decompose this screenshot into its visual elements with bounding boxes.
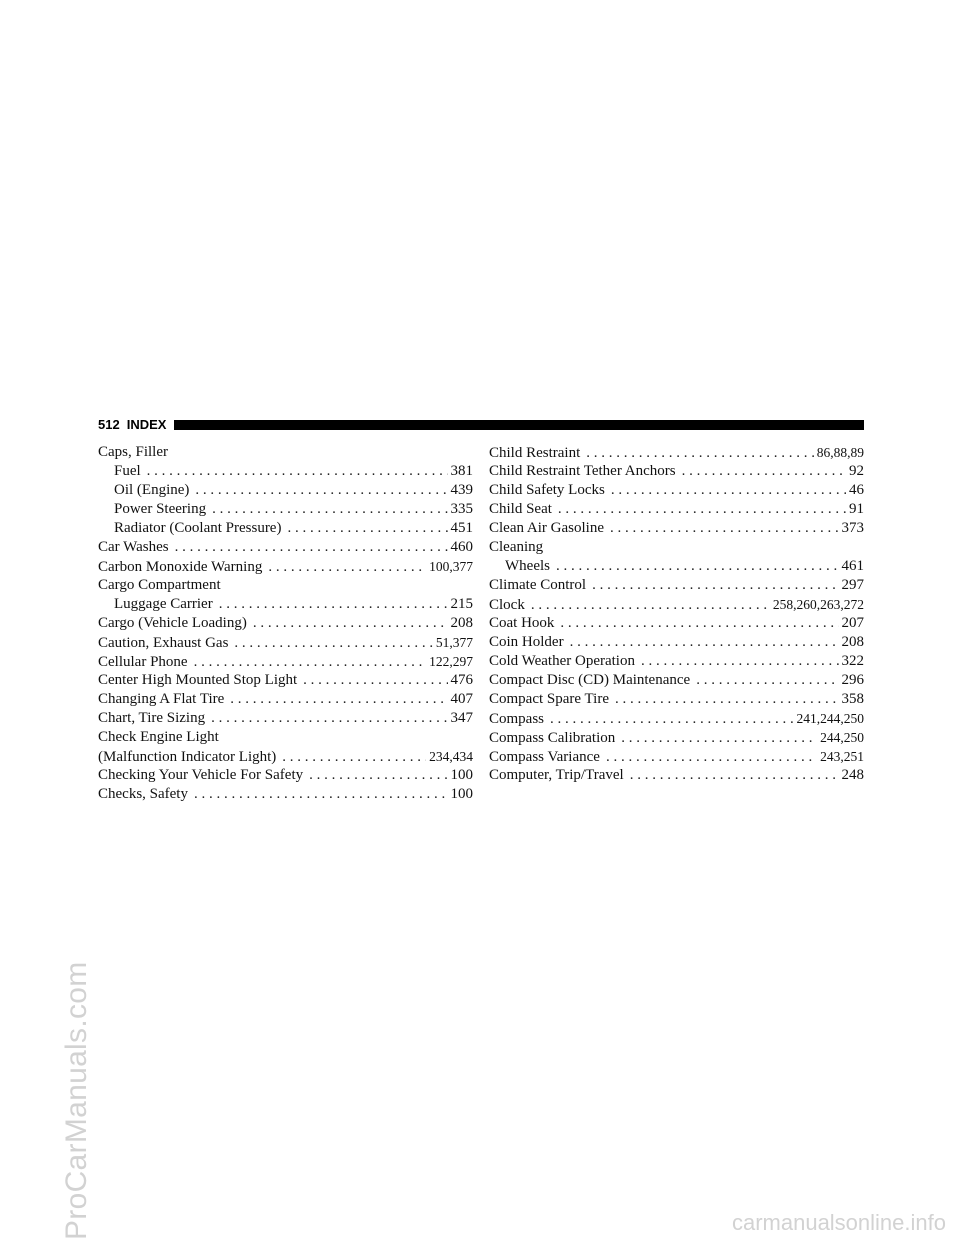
index-page-numbers: 347	[450, 710, 473, 726]
index-term: Computer, Trip/Travel	[489, 767, 624, 783]
index-page-numbers: 100	[450, 767, 473, 783]
index-term: Compact Disc (CD) Maintenance	[489, 672, 691, 688]
index-entry	[98, 690, 473, 709]
dot-leader	[611, 481, 846, 500]
index-term: Radiator (Coolant Pressure)	[114, 520, 282, 536]
index-page-numbers: 208	[450, 615, 473, 631]
index-page-numbers: 122,297	[429, 654, 473, 669]
index-page-numbers: 244,250	[820, 730, 864, 745]
dot-leader	[696, 671, 838, 690]
dot-leader	[234, 634, 432, 653]
index-page-numbers: 208	[841, 634, 864, 650]
index-term: Fuel	[114, 463, 141, 479]
index-term: Cold Weather Operation	[489, 653, 635, 669]
index-term: Clock	[489, 597, 525, 613]
index-column-left	[98, 443, 473, 804]
watermark-carmanualsonline: carmanualsonline.info	[731, 1210, 946, 1235]
index-term: Coat Hook	[489, 615, 555, 631]
index-page-numbers: 100	[450, 786, 473, 802]
index-page-numbers: 243,251	[820, 749, 864, 764]
index-entry	[489, 747, 864, 766]
index-entry	[489, 595, 864, 614]
index-entry	[489, 614, 864, 633]
dot-leader	[550, 710, 793, 729]
index-entry	[98, 709, 473, 728]
dot-leader	[175, 538, 448, 557]
index-term: Wheels	[505, 558, 550, 574]
index-entry	[98, 652, 473, 671]
index-entry	[489, 481, 864, 500]
index-term: Carbon Monoxide Warning	[98, 559, 263, 575]
dot-leader	[219, 595, 448, 614]
index-page-numbers: 461	[841, 558, 864, 574]
index-term: Center High Mounted Stop Light	[98, 672, 298, 688]
index-page-numbers: 86,88,89	[816, 445, 864, 460]
index-page-numbers: 451	[450, 520, 473, 536]
index-entry	[98, 576, 473, 595]
index-term: (Malfunction Indicator Light)	[98, 749, 277, 765]
index-page-numbers: 207	[841, 615, 864, 631]
index-entry	[489, 462, 864, 481]
dot-leader	[195, 481, 447, 500]
section-title: INDEX	[126, 417, 167, 432]
index-page-numbers: 100,377	[429, 559, 473, 574]
index-term: Car Washes	[98, 539, 169, 555]
index-page-numbers: 91	[849, 501, 864, 517]
dot-leader	[558, 500, 846, 519]
index-term: Child Restraint	[489, 445, 581, 461]
index-term: Cargo (Vehicle Loading)	[98, 615, 247, 631]
index-entry	[489, 671, 864, 690]
index-term: Cleaning	[489, 539, 544, 555]
dot-leader	[586, 444, 814, 463]
index-entry	[98, 595, 473, 614]
index-term: Cargo Compartment	[98, 577, 221, 593]
dot-leader	[194, 653, 427, 672]
index-term: Caution, Exhaust Gas	[98, 635, 229, 651]
index-term: Oil (Engine)	[114, 482, 190, 498]
index-entry	[98, 481, 473, 500]
index-term: Climate Control	[489, 577, 587, 593]
dot-leader	[147, 462, 448, 481]
index-entry	[489, 576, 864, 595]
index-page-numbers: 92	[849, 463, 864, 479]
dot-leader	[531, 596, 770, 615]
index-entry	[489, 766, 864, 785]
index-term: Compact Spare Tire	[489, 691, 609, 707]
index-entry	[489, 443, 864, 462]
index-term: Luggage Carrier	[114, 596, 213, 612]
index-page-numbers: 407	[450, 691, 473, 707]
index-page-numbers: 234,434	[429, 749, 473, 764]
index-entry	[98, 538, 473, 557]
index-entry	[98, 557, 473, 576]
index-page-numbers: 373	[841, 520, 864, 536]
index-page-numbers: 296	[841, 672, 864, 688]
index-entry	[98, 443, 473, 462]
index-entry	[489, 538, 864, 557]
index-entry	[98, 462, 473, 481]
dot-leader	[268, 558, 426, 577]
index-entry	[98, 766, 473, 785]
index-entry	[489, 690, 864, 709]
index-column-right	[489, 443, 864, 785]
index-page-numbers: 46	[849, 482, 864, 498]
index-term: Compass Variance	[489, 749, 600, 765]
index-term: Check Engine Light	[98, 729, 219, 745]
index-term: Checking Your Vehicle For Safety	[98, 767, 304, 783]
index-entry	[98, 728, 473, 747]
dot-leader	[641, 652, 839, 671]
index-term: Child Restraint Tether Anchors	[489, 463, 676, 479]
index-page-numbers: 241,244,250	[796, 711, 864, 726]
index-term: Checks, Safety	[98, 786, 188, 802]
index-entry	[98, 633, 473, 652]
index-term: Clean Air Gasoline	[489, 520, 604, 536]
watermark-procarmanuals: ProCarManuals.com	[60, 961, 93, 1240]
dot-leader	[556, 557, 839, 576]
index-page-numbers: 335	[450, 501, 473, 517]
dot-leader	[560, 614, 838, 633]
dot-leader	[592, 576, 838, 595]
dot-leader	[682, 462, 846, 481]
index-entry	[489, 709, 864, 728]
header-rule	[174, 420, 864, 430]
index-page-numbers: 51,377	[435, 635, 473, 650]
dot-leader	[253, 614, 448, 633]
index-page-numbers: 215	[450, 596, 473, 612]
dot-leader	[230, 690, 447, 709]
page-header	[98, 416, 864, 434]
dot-leader	[570, 633, 839, 652]
dot-leader	[211, 709, 447, 728]
index-entry	[489, 728, 864, 747]
index-entry	[489, 519, 864, 538]
dot-leader	[287, 519, 447, 538]
index-term: Child Safety Locks	[489, 482, 605, 498]
index-term: Caps, Filler	[98, 444, 168, 460]
index-page-numbers: 439	[450, 482, 473, 498]
index-page-numbers: 322	[841, 653, 864, 669]
dot-leader	[309, 766, 447, 785]
index-term: Cellular Phone	[98, 654, 188, 670]
index-page-numbers: 381	[450, 463, 473, 479]
index-entry	[489, 652, 864, 671]
index-entry	[98, 785, 473, 804]
dot-leader	[630, 766, 839, 785]
index-entry	[98, 519, 473, 538]
index-entry	[489, 633, 864, 652]
index-term: Compass	[489, 711, 545, 727]
index-term: Changing A Flat Tire	[98, 691, 225, 707]
dot-leader	[194, 785, 448, 804]
index-term: Chart, Tire Sizing	[98, 710, 206, 726]
index-entry	[98, 747, 473, 766]
dot-leader	[212, 500, 447, 519]
dot-leader	[303, 671, 447, 690]
index-term: Child Seat	[489, 501, 552, 517]
index-page-numbers: 358	[841, 691, 864, 707]
index-entry	[98, 671, 473, 690]
index-term: Compass Calibration	[489, 730, 616, 746]
index-entry	[98, 614, 473, 633]
index-page-numbers: 297	[841, 577, 864, 593]
dot-leader	[606, 748, 817, 767]
index-entry	[489, 500, 864, 519]
page-number: 512	[98, 417, 120, 432]
dot-leader	[610, 519, 839, 538]
index-page-numbers: 460	[450, 539, 473, 555]
index-term: Power Steering	[114, 501, 207, 517]
index-term: Coin Holder	[489, 634, 564, 650]
index-entry	[98, 500, 473, 519]
index-page-numbers: 258,260,263,272	[772, 597, 864, 612]
dot-leader	[621, 729, 817, 748]
index-page-numbers: 248	[841, 767, 864, 783]
index-entry	[489, 557, 864, 576]
index-page-numbers: 476	[450, 672, 473, 688]
dot-leader	[615, 690, 839, 709]
dot-leader	[282, 748, 426, 767]
